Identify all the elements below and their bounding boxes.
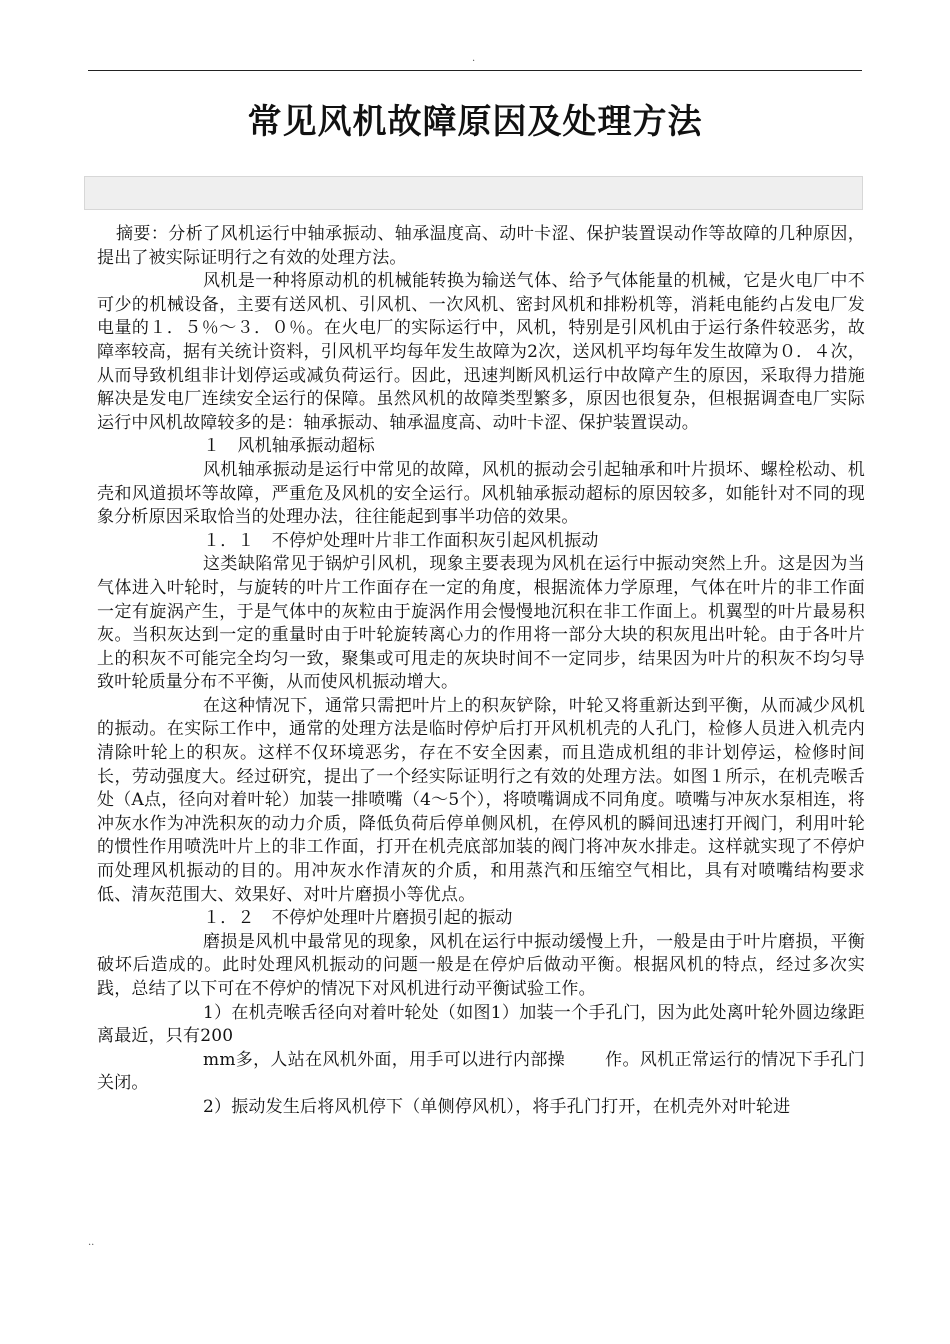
step-1-text-b: 作。风机正常运行的情况下手孔门关闭。 [97,1049,865,1094]
document-body [97,223,865,1120]
document-title: 常见风机故障原因及处理方法 [247,101,703,142]
section-1-heading: １ 风机轴承振动超标 [203,436,375,457]
page-bottom-mark: .. [88,1237,95,1248]
section-1-paragraph: 风机轴承振动是运行中常见的故障，风机的振动会引起轴承和叶片损坏、螺栓松动、机壳和风道损坏等故障，严重危及风机的安全运行。风机轴承振动超标的原因较多，如能针对不同的现象分析原因采取恰当的处理办法，往往能起到事半功倍的效果。 [97,459,865,528]
header-rule [88,70,862,71]
section-1-2-heading: １．２ 不停炉处理叶片磨损引起的振动 [203,908,513,929]
step-1-line-2 [97,1049,865,1096]
section-1-2-paragraph-1: 磨损是风机中最常见的现象，风机在运行中振动缓慢上升，一般是由于叶片磨损，平衡破坏后造成的。此时处理风机振动的问题一般是在停炉后做动平衡。根据风机的特点，经过多次实践，总结了以下可在不停炉的情况下对风机进行动平衡试验工作。 [97,931,865,999]
section-1-1-heading: １．１ 不停炉处理叶片非工作面积灰引起风机振动 [203,530,599,551]
abstract-paragraph: 摘要：分析了风机运行中轴承振动、轴承温度高、动叶卡涩、保护装置误动作等故障的几种原因，提出了被实际证明行之有效的处理方法。 [97,224,865,268]
step-1-line-1: 1）在机壳喉舌径向对着叶轮处（如图1）加装一个手孔门，因为此处离叶轮外圆边缘距离最近，只有200 [97,1002,865,1047]
page-top-mark: . [472,53,476,64]
step-1-text-a: mm多，人站在风机外面，用手可以进行内部操 [203,1049,566,1070]
section-1-1-paragraph-2: 在这种情况下，通常只需把叶片上的积灰铲除，叶轮又将重新达到平衡，从而减少风机的振动。在实际工作中，通常的处理方法是临时停炉后打开风机机壳的人孔门，检修人员进入机壳内清除叶轮上的积灰。这样不仅环境恶劣，存在不安全因素，而且造成机组的非计划停运，检修时间长，劳动强度大。经过研究，提出了一个经实际证明行之有效的处理方法。如图１所示，在机壳喉舌处（A点，径向对着叶轮）加装一排喷嘴（4～5个），将喷嘴调成不同角度。喷嘴与冲灰水泵相连，将冲灰水作为冲洗积灰的动力介质，降低负荷后停单侧风机，在停风机的瞬间迅速打开阀门，利用叶轮的惯性作用喷洗叶片上的非工作面，打开在机壳底部加装的阀门将冲灰水排走。这样就实现了不停炉而处理风机振动的目的。用冲灰水作清灰的介质，和用蒸汽和压缩空气相比，具有对喷嘴结构要求低、清灰范围大、效果好、对叶片磨损小等优点。 [97,695,865,905]
section-1-1-paragraph-1: 这类缺陷常见于锅炉引风机，现象主要表现为风机在运行中振动突然上升。这是因为当气体进入叶轮时，与旋转的叶片工作面存在一定的角度，根据流体力学原理，气体在叶片的非工作面一定有旋涡产生，于是气体中的灰粒由于旋涡作用会慢慢地沉积在非工作面上。机翼型的叶片最易积灰。当积灰达到一定的重量时由于叶轮旋转离心力的作用将一部分大块的积灰甩出叶轮。由于各叶片上的积灰不可能完全均匀一致，聚集或可甩走的灰块时间不一定同步，结果因为叶片的积灰不均匀导致叶轮质量分布不平衡，从而使风机振动增大。 [97,554,865,693]
intro-paragraph: 风机是一种将原动机的机械能转换为输送气体、给予气体能量的机械，它是火电厂中不可少的机械设备，主要有送风机、引风机、一次风机、密封风机和排粉机等，消耗电能约占发电厂发电量的１．５％～３．０％。在火电厂的实际运行中，风机，特别是引风机由于运行条件较恶劣，故障率较高，据有关统计资料，引风机平均每年发生故障为2次，送风机平均每年发生故障为０．４次，从而导致机组非计划停运或减负荷运行。因此，迅速判断风机运行中故障产生的原因，采取得力措施解决是发电厂连续安全运行的保障。虽然风机的故障类型繁多，原因也很复杂，但根据调查电厂实际运行中风机故障较多的是：轴承振动、轴承温度高、动叶卡涩、保护装置误动。 [97,271,865,433]
gray-banner-box [84,176,863,210]
step-2-paragraph: 2）振动发生后将风机停下（单侧停风机），将手孔门打开，在机壳外对叶轮进 [203,1096,791,1117]
